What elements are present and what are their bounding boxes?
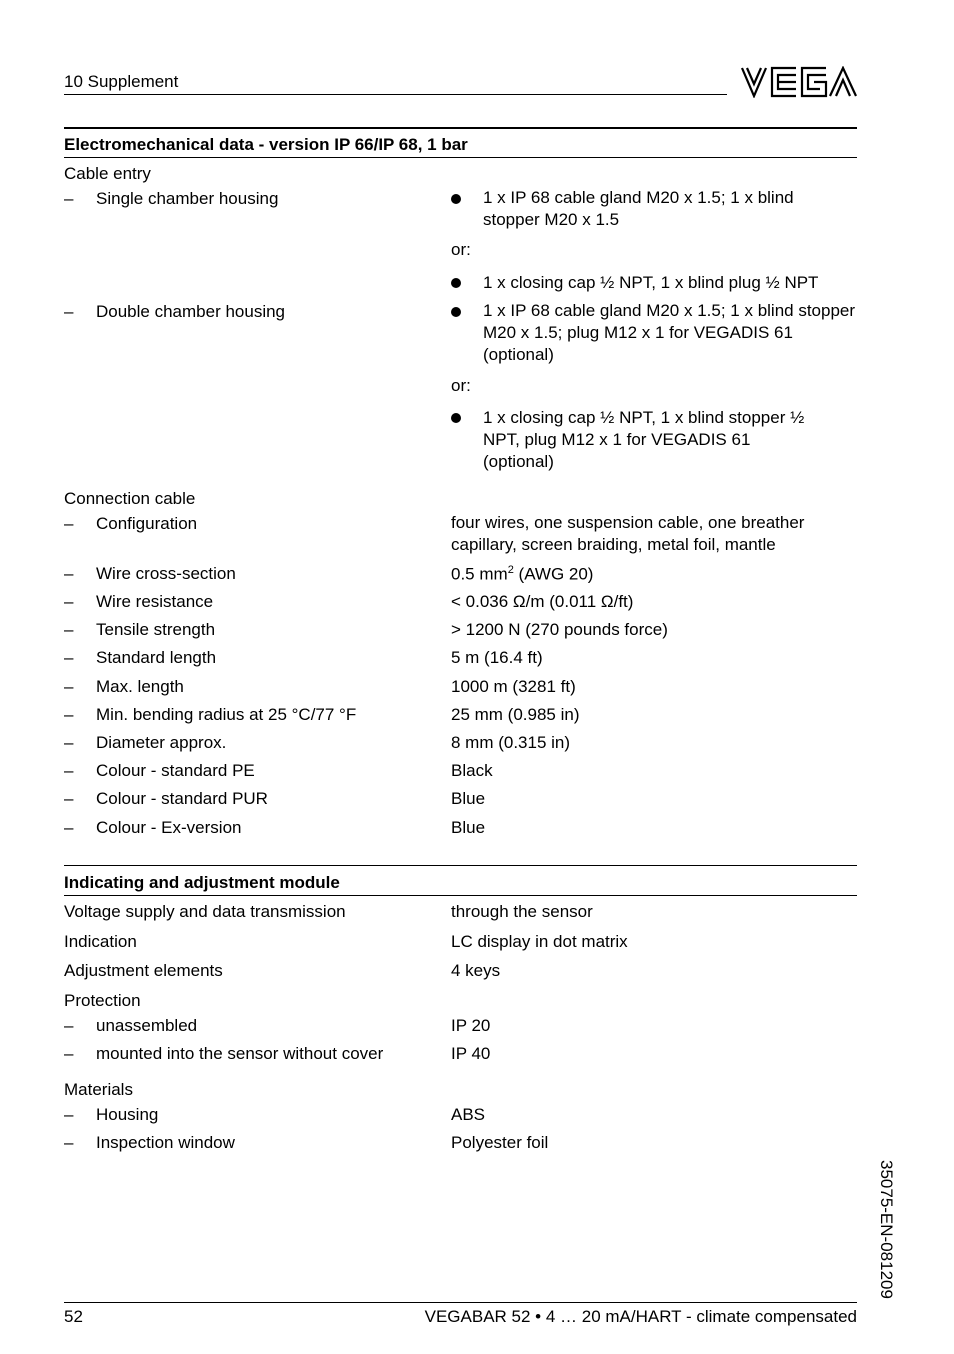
or-label: or: — [451, 376, 471, 395]
single-chamber-option2: 1 x closing cap ½ NPT, 1 x blind plug ½ NPT — [483, 273, 819, 292]
configuration-value: four wires, one suspension cable, one breather capillary, screen braiding, metal foil, mantle — [451, 513, 805, 554]
spec-label: Standard length — [96, 648, 217, 667]
dash: – — [64, 789, 74, 808]
dash: – — [64, 648, 74, 667]
adjustment-label: Adjustment elements — [64, 961, 223, 980]
bullet-icon — [451, 278, 461, 288]
section2-top-rule — [64, 865, 857, 866]
section2-title: Indicating and adjustment module — [64, 873, 340, 892]
bullet-icon — [451, 307, 461, 317]
dash: – — [64, 761, 74, 780]
spec-label: Colour - standard PUR — [96, 789, 268, 808]
section2-title-rule — [64, 895, 857, 896]
section1-title-rule — [64, 157, 857, 158]
spec-label: Colour - Ex-version — [96, 818, 242, 837]
page-number: 52 — [64, 1307, 83, 1326]
spec-label: Diameter approx. — [96, 733, 227, 752]
connection-cable-label: Connection cable — [64, 489, 196, 508]
spec-value: 25 mm (0.985 in) — [451, 705, 580, 724]
dash: – — [64, 564, 74, 583]
housing-value: ABS — [451, 1105, 486, 1124]
indication-label: Indication — [64, 932, 137, 951]
dash: – — [64, 733, 74, 752]
double-chamber-option1: 1 x IP 68 cable gland M20 x 1.5; 1 x blind stopper M20 x 1.5; plug M12 x 1 for VEGADIS 61 (optional) — [483, 301, 856, 364]
mounted-label: mounted into the sensor without cover — [96, 1044, 384, 1063]
dash: – — [64, 705, 74, 724]
mounted-value: IP 40 — [451, 1044, 491, 1063]
header-section: 10 Supplement — [64, 72, 179, 91]
spec-value: > 1200 N (270 pounds force) — [451, 620, 668, 639]
dash: – — [64, 677, 74, 696]
bullet-icon — [451, 413, 461, 423]
dash: – — [64, 818, 74, 837]
document-code: 35075-EN-081209 — [877, 1160, 896, 1299]
dash: – — [64, 1016, 74, 1035]
vega-logo — [740, 66, 858, 98]
spec-value: Blue — [451, 789, 486, 808]
spec-value: Black — [451, 761, 493, 780]
bullet-icon — [451, 194, 461, 204]
spec-label: Max. length — [96, 677, 184, 696]
section1-top-rule — [64, 127, 857, 129]
spec-label: Tensile strength — [96, 620, 216, 639]
spec-value: < 0.036 Ω/m (0.011 Ω/ft) — [451, 592, 634, 611]
voltage-label: Voltage supply and data transmission — [64, 902, 346, 921]
voltage-value: through the sensor — [451, 902, 593, 921]
indication-value: LC display in dot matrix — [451, 932, 628, 951]
dash: – — [64, 302, 74, 321]
spec-label: Wire resistance — [96, 592, 214, 611]
wire-cross-section-label: Wire cross-section — [96, 564, 236, 583]
footer-product: VEGABAR 52 • 4 … 20 mA/HART - climate compensated — [424, 1307, 857, 1326]
spec-label: Colour - standard PE — [96, 761, 255, 780]
dash: – — [64, 1133, 74, 1152]
dash: – — [64, 189, 74, 208]
header-rule — [64, 94, 727, 95]
spec-value: 8 mm (0.315 in) — [451, 733, 571, 752]
spec-value: Blue — [451, 818, 486, 837]
wire-cross-section-value-main: 0.5 mm — [451, 564, 508, 584]
cable-entry-label: Cable entry — [64, 164, 151, 183]
adjustment-value: 4 keys — [451, 961, 501, 980]
section1-title: Electromechanical data - version IP 66/IP 68, 1 bar — [64, 135, 468, 154]
dash: – — [64, 592, 74, 611]
or-label: or: — [451, 240, 471, 259]
footer-rule — [64, 1302, 857, 1303]
single-chamber-option1: 1 x IP 68 cable gland M20 x 1.5; 1 x blind stopper M20 x 1.5 — [483, 188, 794, 229]
wire-cross-section-value — [451, 564, 593, 585]
single-chamber-label: Single chamber housing — [96, 189, 279, 208]
double-chamber-option2: 1 x closing cap ½ NPT, 1 x blind stopper ½ NPT, plug M12 x 1 for VEGADIS 61 (optional) — [483, 408, 805, 471]
wire-cross-section-superscript: 2 — [507, 564, 514, 576]
inspection-window-label: Inspection window — [96, 1133, 235, 1152]
dash: – — [64, 1044, 74, 1063]
double-chamber-label: Double chamber housing — [96, 302, 286, 321]
protection-label: Protection — [64, 991, 141, 1010]
dash: – — [64, 514, 74, 533]
unassembled-label: unassembled — [96, 1016, 198, 1035]
materials-label: Materials — [64, 1080, 133, 1099]
dash: – — [64, 1105, 74, 1124]
spec-label: Min. bending radius at 25 °C/77 °F — [96, 705, 357, 724]
housing-label: Housing — [96, 1105, 159, 1124]
configuration-label: Configuration — [96, 514, 198, 533]
dash: – — [64, 620, 74, 639]
wire-cross-section-value-awg: (AWG 20) — [513, 564, 594, 584]
spec-value: 1000 m (3281 ft) — [451, 677, 576, 696]
inspection-window-value: Polyester foil — [451, 1133, 549, 1152]
unassembled-value: IP 20 — [451, 1016, 491, 1035]
spec-value: 5 m (16.4 ft) — [451, 648, 543, 667]
